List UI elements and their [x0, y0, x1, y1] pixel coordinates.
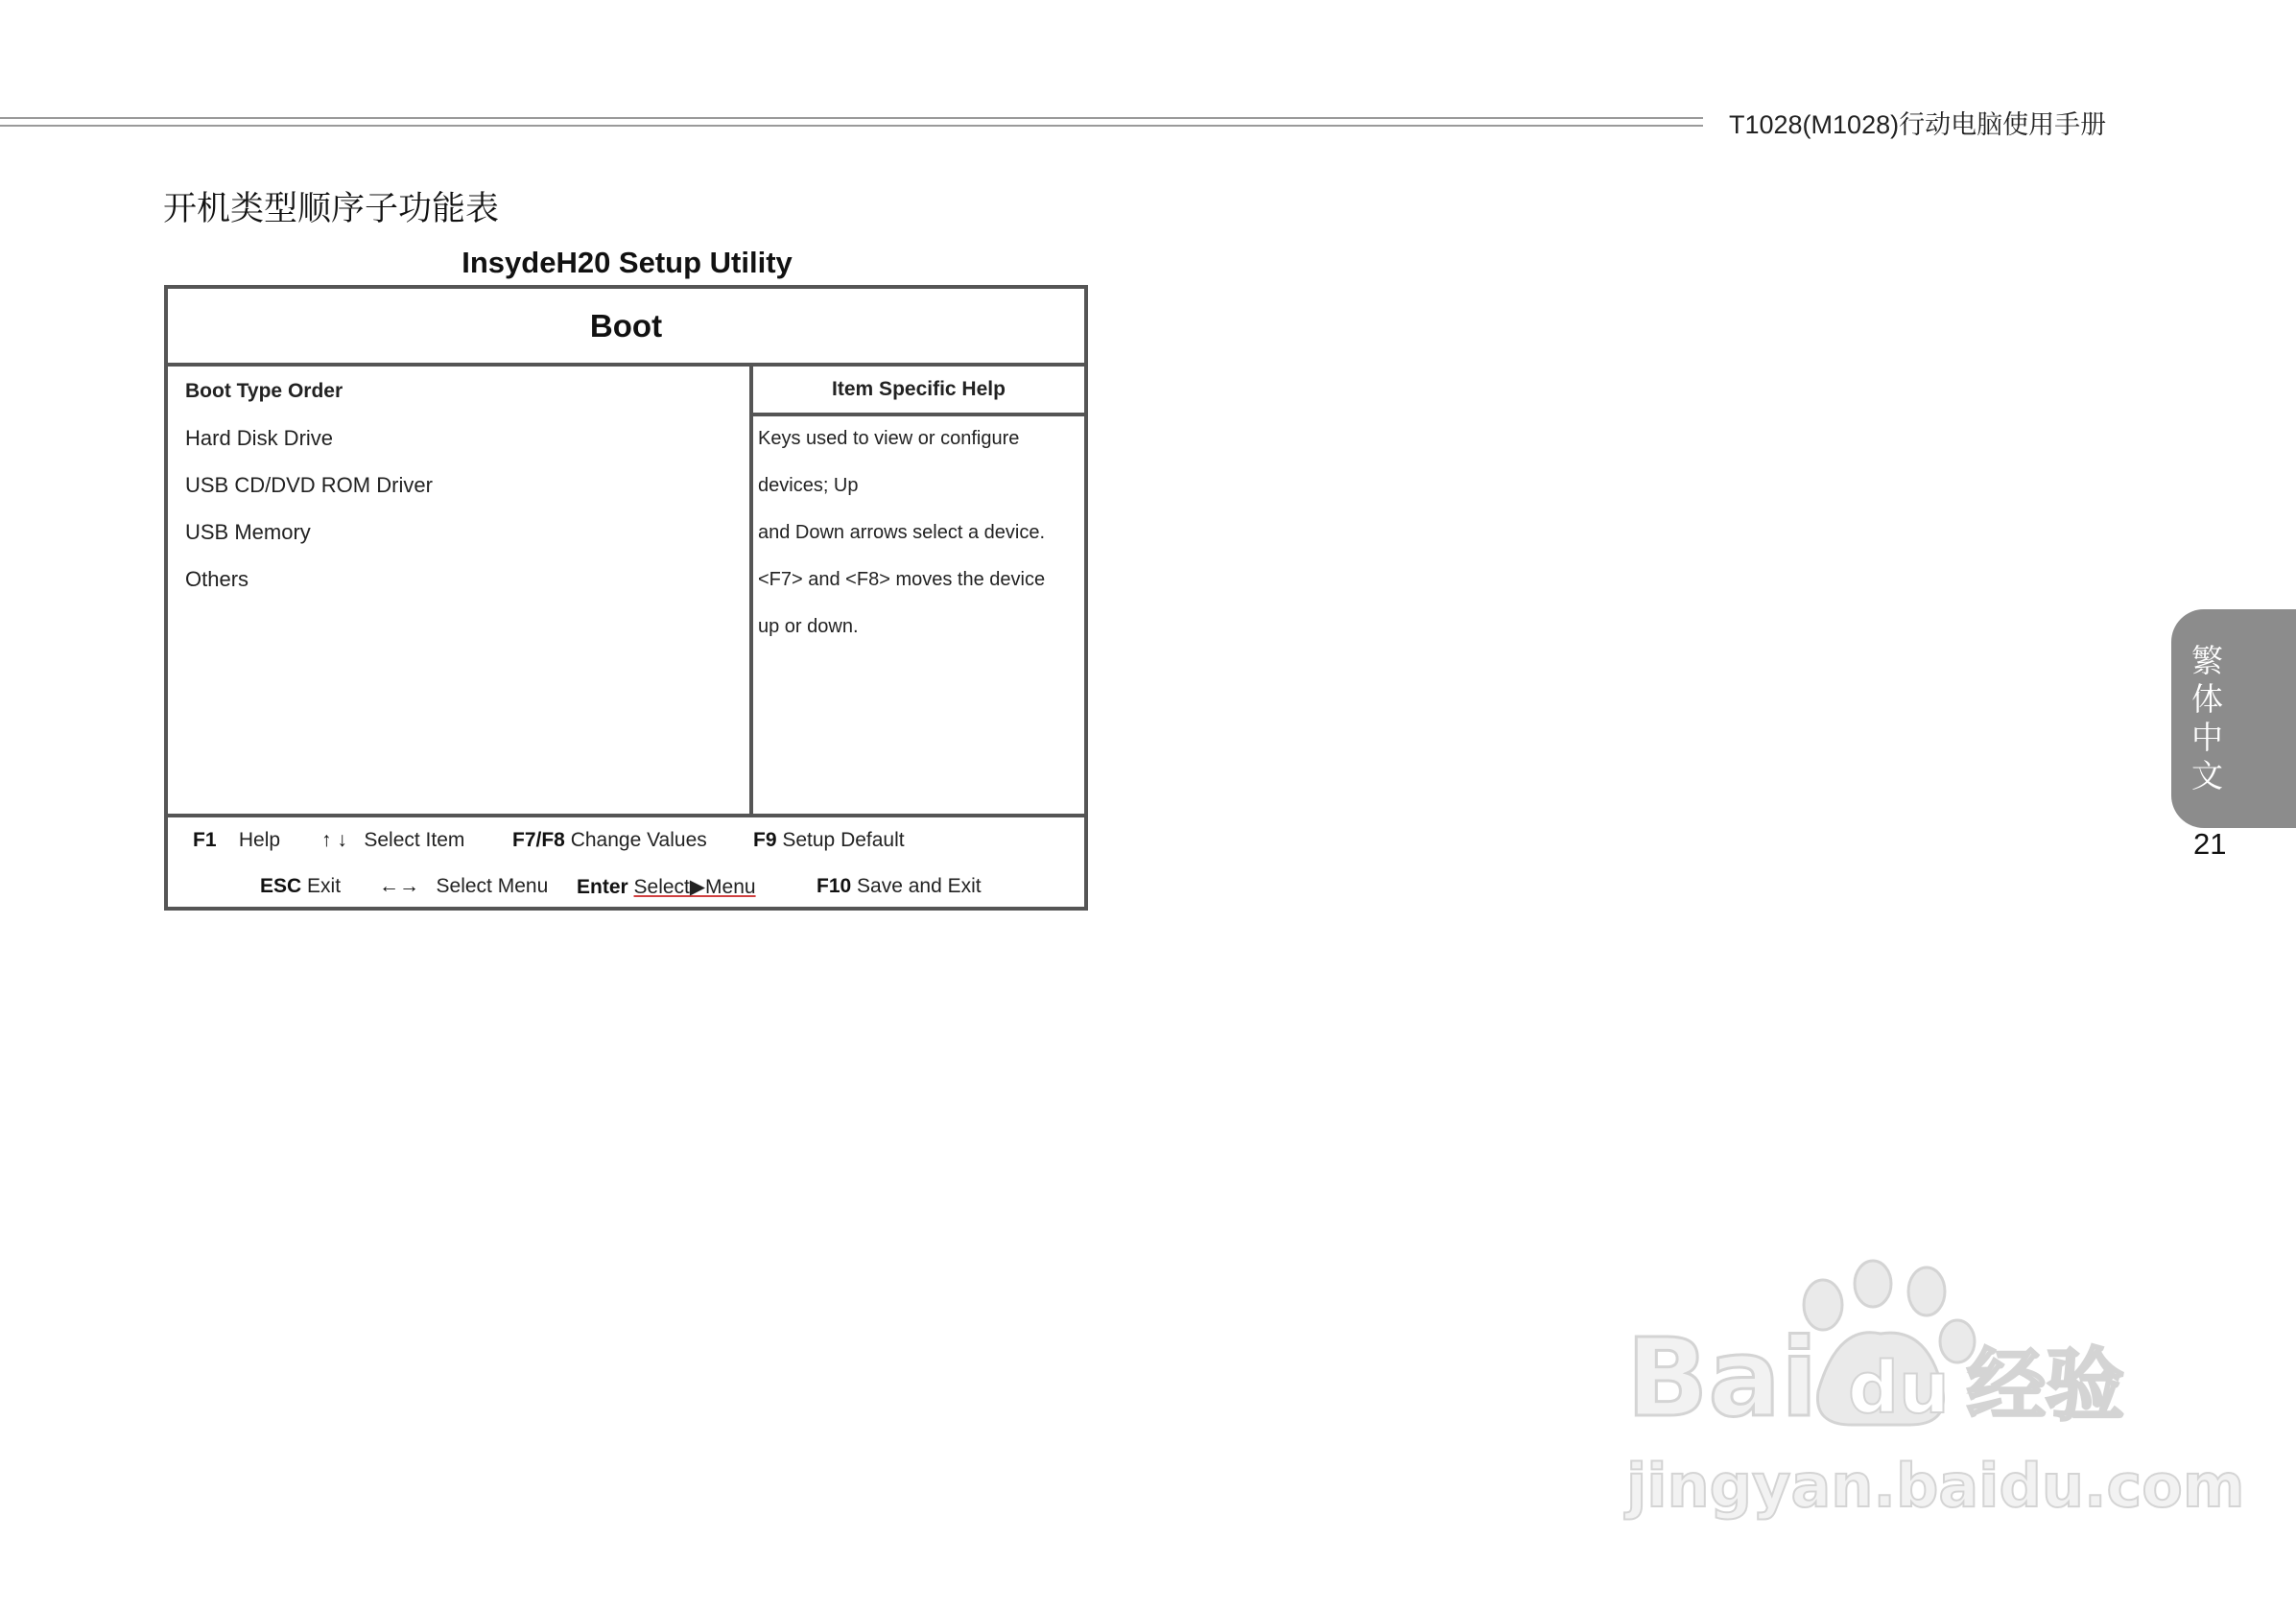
key-hint-exit: ESC Exit [260, 875, 342, 897]
tab-boot[interactable]: Boot [589, 307, 663, 343]
boot-order-panel [168, 367, 753, 814]
boot-item-hard-disk[interactable]: Hard Disk Drive [185, 426, 334, 450]
item-help-panel [753, 367, 1084, 814]
help-line: up or down. [758, 616, 859, 637]
key-f1: F1 [193, 829, 217, 851]
item-help-text [758, 426, 1045, 661]
help-line: and Down arrows select a device. [758, 522, 1046, 543]
manual-title: T1028(M1028)行动电脑使用手册 [1729, 110, 2107, 139]
baidu-watermark [1621, 1267, 2245, 1521]
key-f7-f8: F7/F8 [512, 829, 565, 851]
key-f9: F9 [753, 829, 777, 851]
key-f10: F10 [817, 875, 852, 897]
boot-device-list [185, 426, 433, 614]
boot-item-usb-memory[interactable]: USB Memory [185, 520, 311, 544]
left-right-arrows-icon: ←→ [379, 875, 419, 897]
header-rule [0, 117, 1703, 130]
bios-tab-bar [168, 289, 1084, 367]
key-hint-select-menu: ←→ Select Menu [379, 875, 549, 897]
key-hint-enter: Enter Select▶Menu [577, 876, 756, 898]
language-label: 繁体中文 [2191, 642, 2223, 794]
bios-screen [164, 285, 1088, 911]
key-hint-help: F1 Help [193, 829, 281, 851]
boot-item-usb-cd-dvd[interactable]: USB CD/DVD ROM Driver [185, 473, 433, 497]
svg-text:经验: 经验 [1967, 1340, 2125, 1432]
key-hint-change-values: F7/F8 Change Values [512, 829, 707, 851]
page-number: 21 [2193, 827, 2227, 861]
key-esc: ESC [260, 875, 302, 897]
help-line: devices; Up [758, 475, 859, 496]
bios-key-legend [168, 814, 1084, 911]
watermark-url: jingyan.baidu.com [1626, 1451, 2245, 1521]
key-enter: Enter [577, 876, 628, 898]
boot-type-order-title: Boot Type Order [185, 380, 343, 402]
language-side-tab[interactable] [2171, 609, 2296, 828]
boot-item-others[interactable]: Others [185, 567, 249, 591]
item-help-title: Item Specific Help [753, 367, 1084, 416]
bios-utility-title: InsydeH20 Setup Utility [462, 246, 793, 279]
help-line: <F7> and <F8> moves the device [758, 569, 1046, 590]
key-hint-save-exit: F10 Save and Exit [817, 875, 982, 897]
section-heading: 开机类型顺序子功能表 [163, 190, 500, 228]
up-down-arrows-icon: ↑ ↓ [321, 829, 347, 851]
key-hint-setup-default: F9 Setup Default [753, 829, 905, 851]
watermark-brand: Bai [1626, 1316, 1818, 1441]
help-line: Keys used to view or configure [758, 428, 1020, 449]
key-hint-select-item: ↑ ↓ Select Item [321, 829, 465, 851]
svg-text:du: du [1848, 1347, 1950, 1430]
